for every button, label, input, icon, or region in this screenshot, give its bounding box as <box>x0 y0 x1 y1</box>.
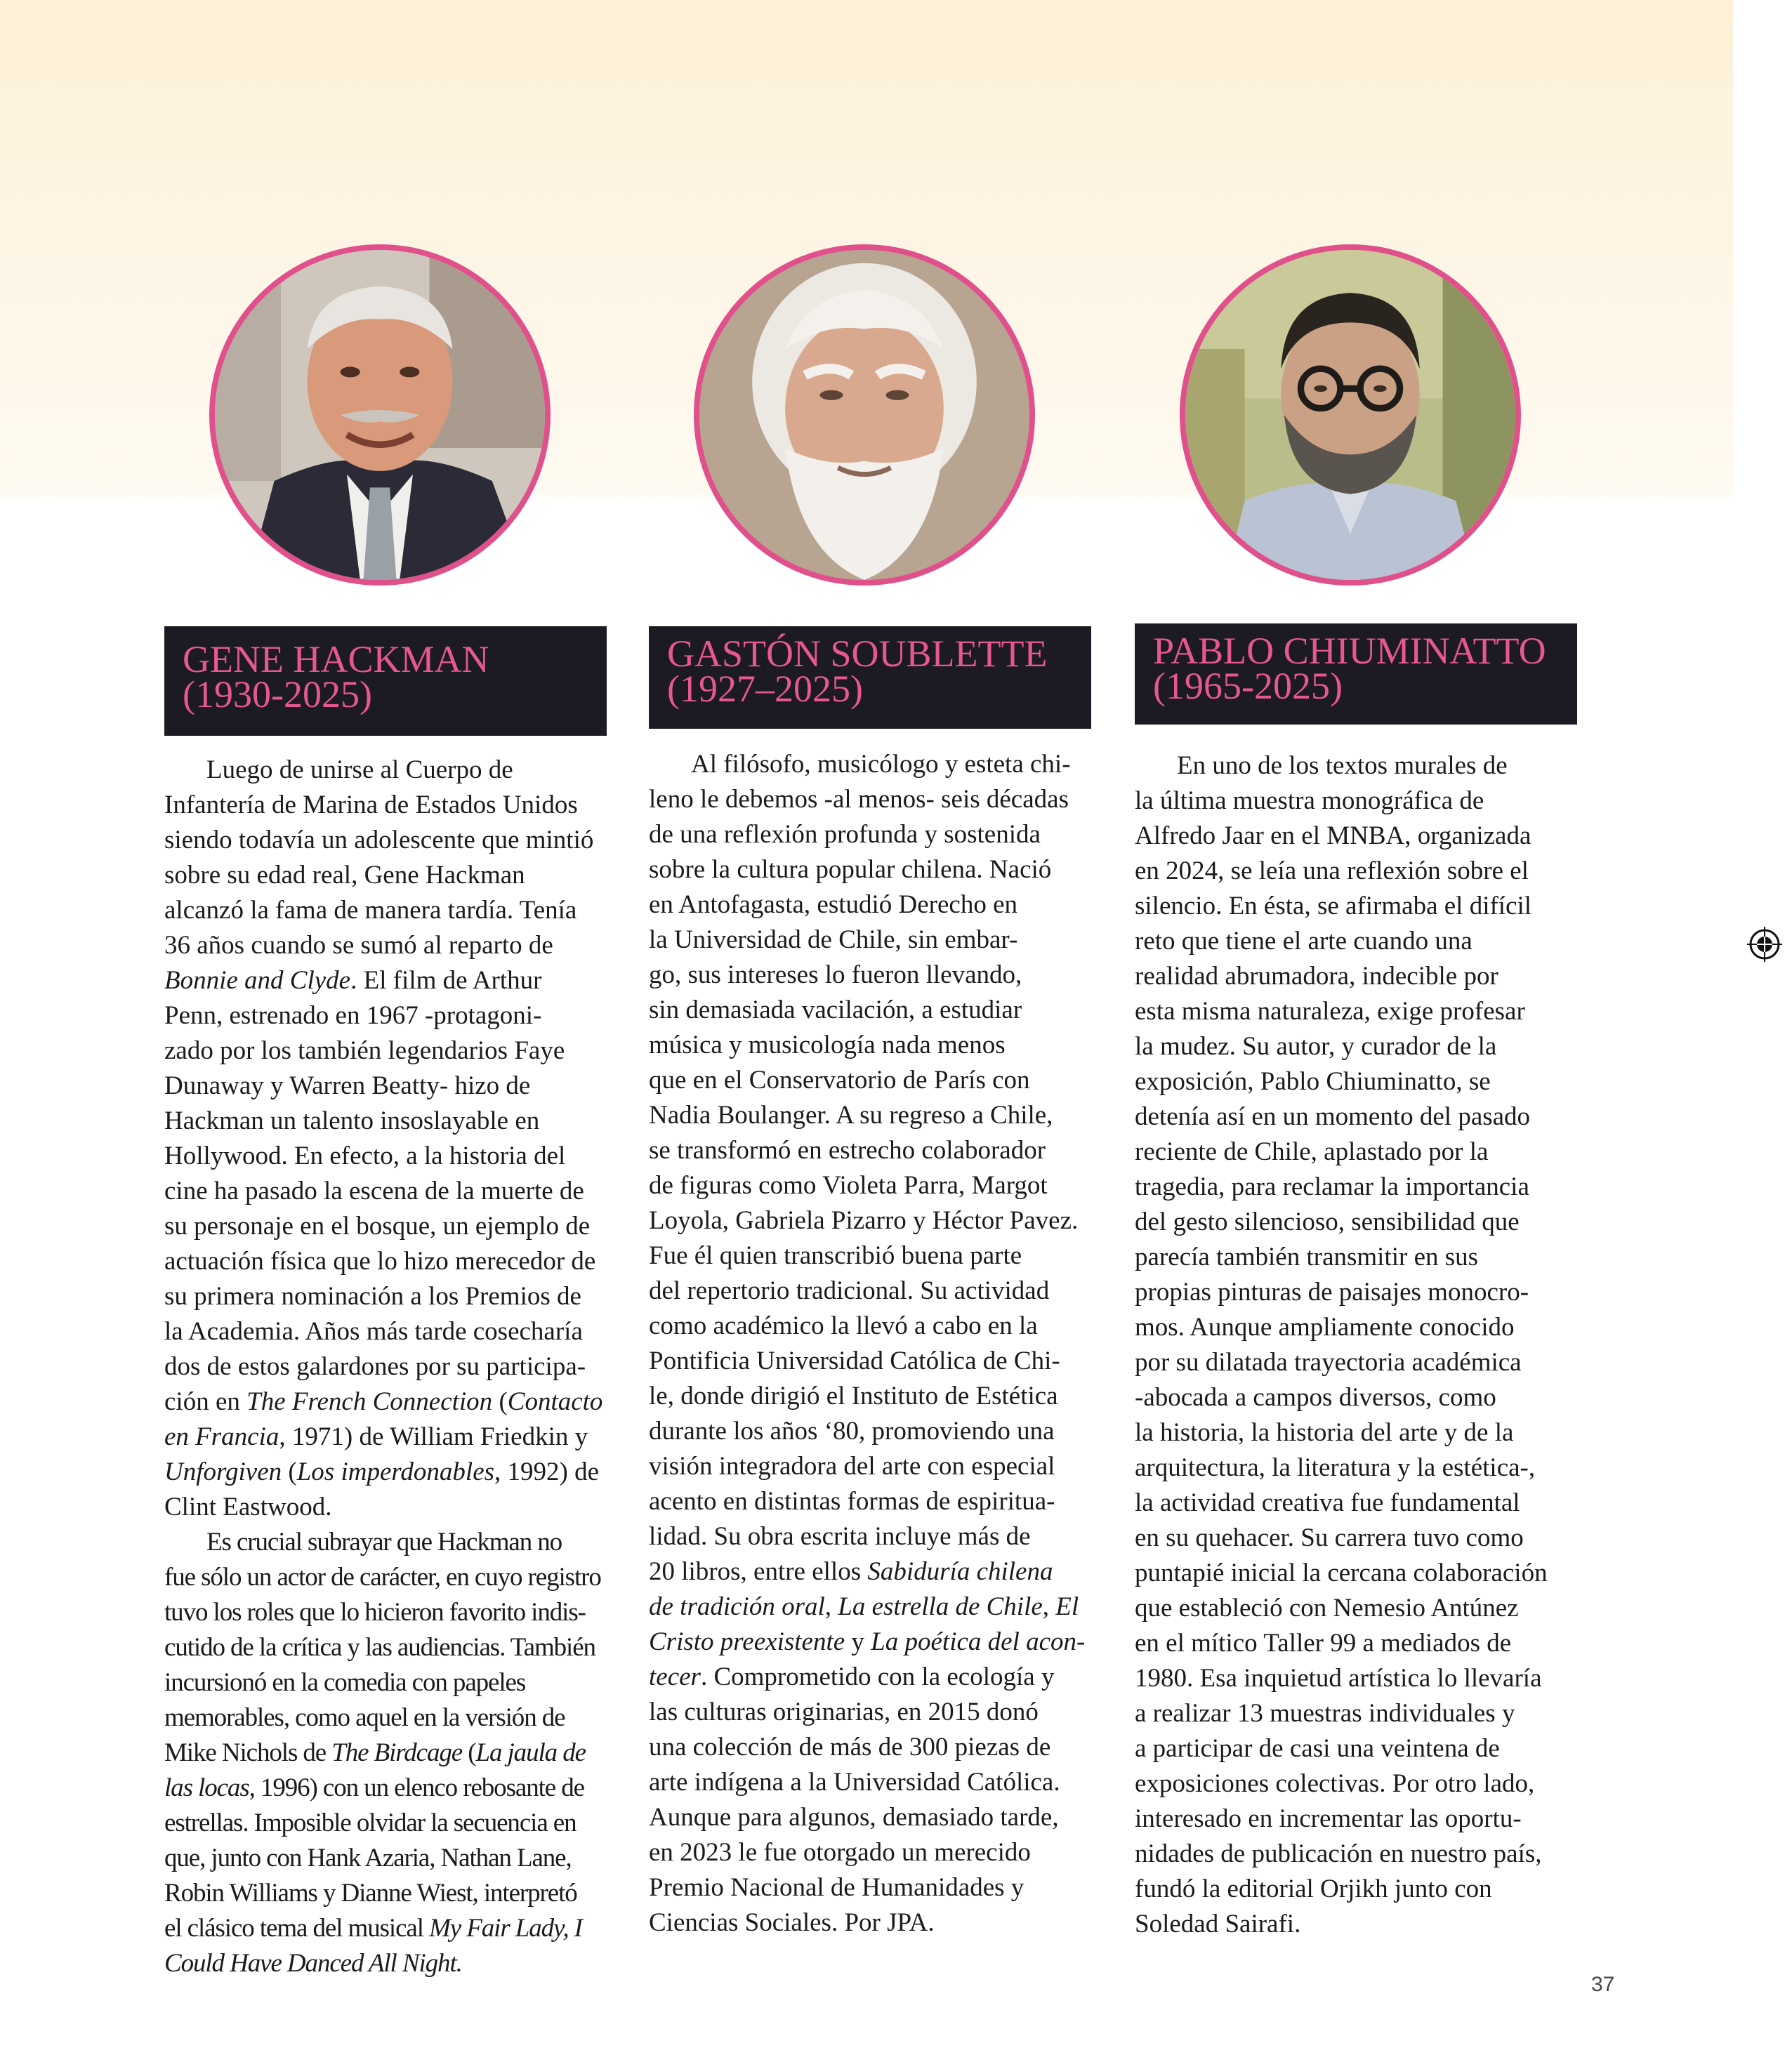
text-line: Mike Nichols de The Birdcage (La jaula de <box>164 1738 586 1767</box>
text-line: exposiciones colectivas. Por otro lado, <box>1135 1769 1535 1798</box>
text-line: Pontificia Universidad Católica de Chi- <box>649 1347 1060 1375</box>
text-line: de tradición oral, La estrella de Chile, El <box>649 1592 1079 1621</box>
text-line: la historia, la historia del arte y de la <box>1135 1418 1514 1447</box>
text-line: tuvo los roles que lo hicieron favorito indis- <box>164 1598 586 1627</box>
text-line: zado por los también legendarios Faye <box>164 1036 565 1065</box>
text-line: 1980. Esa inquietud artística lo llevaría <box>1135 1664 1542 1693</box>
text-line: Robin Williams y Dianne Wiest, interpretó <box>164 1879 577 1908</box>
text-line: En uno de los textos murales de <box>1177 751 1508 780</box>
text-line: en Antofagasta, estudió Derecho en <box>649 890 1018 919</box>
text-line: Loyola, Gabriela Pizarro y Héctor Pavez. <box>649 1206 1079 1235</box>
text-line: nidades de publicación en nuestro país, <box>1135 1839 1542 1868</box>
registration-mark-icon <box>1747 927 1782 962</box>
text-line: que, junto con Hank Azaria, Nathan Lane, <box>164 1844 572 1872</box>
text-line: la Academia. Años más tarde cosecharía <box>164 1317 583 1346</box>
text-line: Luego de unirse al Cuerpo de <box>206 755 513 784</box>
text-line: Alfredo Jaar en el MNBA, organizada <box>1135 821 1531 850</box>
text-line: la actividad creativa fue fundamental <box>1135 1488 1520 1517</box>
text-line: Soledad Sairafi. <box>1135 1910 1301 1938</box>
text-line: fundó la editorial Orjikh junto con <box>1135 1875 1492 1903</box>
text-line: 20 libros, entre ellos Sabiduría chilena <box>649 1557 1053 1586</box>
text-line: lidad. Su obra escrita incluye más de <box>649 1522 1031 1551</box>
text-line: dos de estos galardones por su participa- <box>164 1352 586 1381</box>
text-line: Ciencias Sociales. Por JPA. <box>649 1908 935 1937</box>
text-line: por su dilatada trayectoria académica <box>1135 1348 1522 1377</box>
text-line: como académico la llevó a cabo en la <box>649 1311 1038 1340</box>
text-line: las locas, 1996) con un elenco rebosante de <box>164 1773 584 1802</box>
text-line: en el mítico Taller 99 a mediados de <box>1135 1629 1512 1658</box>
text-line: arquitectura, la literatura y la estética-, <box>1135 1453 1536 1482</box>
text-line: ción en The French Connection (Contacto <box>164 1387 603 1416</box>
text-line: -abocada a campos diversos, como <box>1135 1383 1496 1412</box>
article-column-pablo-chiuminatto <box>1135 748 1584 1942</box>
text-line: del repertorio tradicional. Su actividad <box>649 1276 1050 1305</box>
text-line: sobre su edad real, Gene Hackman <box>164 861 525 890</box>
text-line: Bonnie and Clyde. El film de Arthur <box>164 966 542 995</box>
text-line: sobre la cultura popular chilena. Nació <box>649 855 1052 884</box>
text-line: interesado en incrementar las oportu- <box>1135 1804 1522 1833</box>
profile-years: (1930-2025) <box>183 673 372 715</box>
text-line: acento en distintas formas de espiritua- <box>649 1487 1055 1516</box>
text-line: Penn, estrenado en 1967 -protagoni- <box>164 1001 542 1030</box>
page-margin <box>1733 0 1792 2062</box>
text-line: que estableció con Nemesio Antúnez <box>1135 1594 1519 1622</box>
text-line: tecer. Comprometido con la ecología y <box>649 1663 1055 1691</box>
text-line: Fue él quien transcribió buena parte <box>649 1241 1022 1270</box>
text-line: actuación física que lo hizo merecedor de <box>164 1247 596 1276</box>
text-line: silencio. En ésta, se afirmaba el difícil <box>1135 892 1532 920</box>
text-line: exposición, Pablo Chiuminatto, se <box>1135 1067 1491 1096</box>
text-line: go, sus intereses lo fueron llevando, <box>649 960 1022 989</box>
text-line: sin demasiada vacilación, a estudiar <box>649 996 1022 1024</box>
text-line: alcanzó la fama de manera tardía. Tenía <box>164 896 577 925</box>
text-line: la mudez. Su autor, y curador de la <box>1135 1032 1497 1061</box>
text-line: que en el Conservatorio de París con <box>649 1066 1030 1095</box>
profile-years: (1927–2025) <box>667 668 863 710</box>
article-column-gene-hackman <box>164 753 614 1981</box>
text-line: siendo todavía un adolescente que mintió <box>164 826 594 854</box>
text-line: su personaje en el bosque, un ejemplo de <box>164 1212 591 1241</box>
text-line: en 2024, se leía una reflexión sobre el <box>1135 857 1529 885</box>
text-line: Infantería de Marina de Estados Unidos <box>164 791 578 819</box>
text-line: realidad abrumadora, indecible por <box>1135 962 1498 991</box>
text-line: Al filósofo, musicólogo y esteta chi- <box>691 750 1071 779</box>
page-number: 37 <box>1591 1973 1615 1996</box>
text-line: visión integradora del arte con especial <box>649 1452 1055 1481</box>
text-line: parecía también transmitir en sus <box>1135 1243 1479 1271</box>
text-line: tragedia, para reclamar la importancia <box>1135 1172 1529 1201</box>
text-line: reto que tiene el arte cuando una <box>1135 927 1473 956</box>
name-heading-pablo-chiuminatto <box>1135 623 1577 725</box>
profile-name: GENE HACKMAN <box>183 638 489 680</box>
text-line: 36 años cuando se sumó al reparto de <box>164 931 553 960</box>
text-line: en 2023 le fue otorgado un merecido <box>649 1838 1031 1867</box>
text-line: el clásico tema del musical My Fair Lady, I <box>164 1914 582 1943</box>
profile-name: PABLO CHIUMINATTO <box>1153 630 1546 672</box>
text-line: en Francia, 1971) de William Friedkin y <box>164 1422 588 1451</box>
portrait-gaston-soublette <box>694 244 1035 586</box>
article-column-gaston-soublette <box>649 747 1098 1941</box>
text-line: Unforgiven (Los imperdonables, 1992) de <box>164 1458 600 1486</box>
text-line: mos. Aunque ampliamente conocido <box>1135 1313 1515 1342</box>
text-line: del gesto silencioso, sensibilidad que <box>1135 1208 1520 1236</box>
text-line: Nadia Boulanger. A su regreso a Chile, <box>649 1101 1053 1130</box>
text-line: Clint Eastwood. <box>164 1493 332 1521</box>
text-line: Aunque para algunos, demasiado tarde, <box>649 1803 1059 1832</box>
text-line: Could Have Danced All Night. <box>164 1949 462 1978</box>
portrait-pablo-chiuminatto <box>1180 244 1521 586</box>
text-line: esta misma naturaleza, exige profesar <box>1135 997 1525 1026</box>
text-line: incursionó en la comedia con papeles <box>164 1668 526 1697</box>
text-line: le, donde dirigió el Instituto de Estética <box>649 1382 1058 1410</box>
text-line: a participar de casi una veintena de <box>1135 1734 1500 1763</box>
text-line: memorables, como aquel en la versión de <box>164 1703 565 1732</box>
text-line: puntapié inicial la cercana colaboración <box>1135 1559 1548 1587</box>
text-line: Hollywood. En efecto, a la historia del <box>164 1142 566 1170</box>
text-line: de figuras como Violeta Parra, Margot <box>649 1171 1048 1200</box>
text-line: Hackman un talento insoslayable en <box>164 1106 540 1135</box>
text-line: la última muestra monográfica de <box>1135 786 1484 815</box>
text-line: en su quehacer. Su carrera tuvo como <box>1135 1524 1524 1552</box>
text-line: se transformó en estrecho colaborador <box>649 1136 1046 1165</box>
text-line: cutido de la crítica y las audiencias. También <box>164 1633 595 1662</box>
text-line: de una reflexión profunda y sostenida <box>649 820 1041 849</box>
name-heading-gaston-soublette <box>649 626 1091 729</box>
text-line: estrellas. Imposible olvidar la secuencia en <box>164 1809 577 1837</box>
portrait-gene-hackman <box>209 244 551 586</box>
text-line: su primera nominación a los Premios de <box>164 1282 581 1311</box>
text-line: cine ha pasado la escena de la muerte de <box>164 1177 584 1205</box>
text-line: fue sólo un actor de carácter, en cuyo registro <box>164 1563 601 1592</box>
profile-name: GASTÓN SOUBLETTE <box>667 633 1048 675</box>
text-line: Cristo preexistente y La poética del acon- <box>649 1627 1086 1656</box>
text-line: leno le debemos -al menos- seis décadas <box>649 785 1069 814</box>
text-line: reciente de Chile, aplastado por la <box>1135 1137 1489 1166</box>
text-line: Premio Nacional de Humanidades y <box>649 1873 1025 1902</box>
text-line: la Universidad de Chile, sin embar- <box>649 925 1018 954</box>
text-line: a realizar 13 muestras individuales y <box>1135 1699 1515 1728</box>
profile-years: (1965-2025) <box>1153 665 1343 707</box>
text-line: arte indígena a la Universidad Católica. <box>649 1768 1060 1797</box>
text-line: las culturas originarias, en 2015 donó <box>649 1698 1039 1726</box>
text-line: música y musicología nada menos <box>649 1031 1006 1059</box>
text-line: detenía así en un momento del pasado <box>1135 1102 1531 1131</box>
name-heading-gene-hackman <box>164 626 607 736</box>
text-line: una colección de más de 300 piezas de <box>649 1733 1051 1762</box>
text-line: propias pinturas de paisajes monocro- <box>1135 1278 1529 1307</box>
text-line: Es crucial subrayar que Hackman no <box>206 1528 562 1557</box>
text-line: Dunaway y Warren Beatty- hizo de <box>164 1071 531 1100</box>
text-line: durante los años ‘80, promoviendo una <box>649 1417 1055 1446</box>
